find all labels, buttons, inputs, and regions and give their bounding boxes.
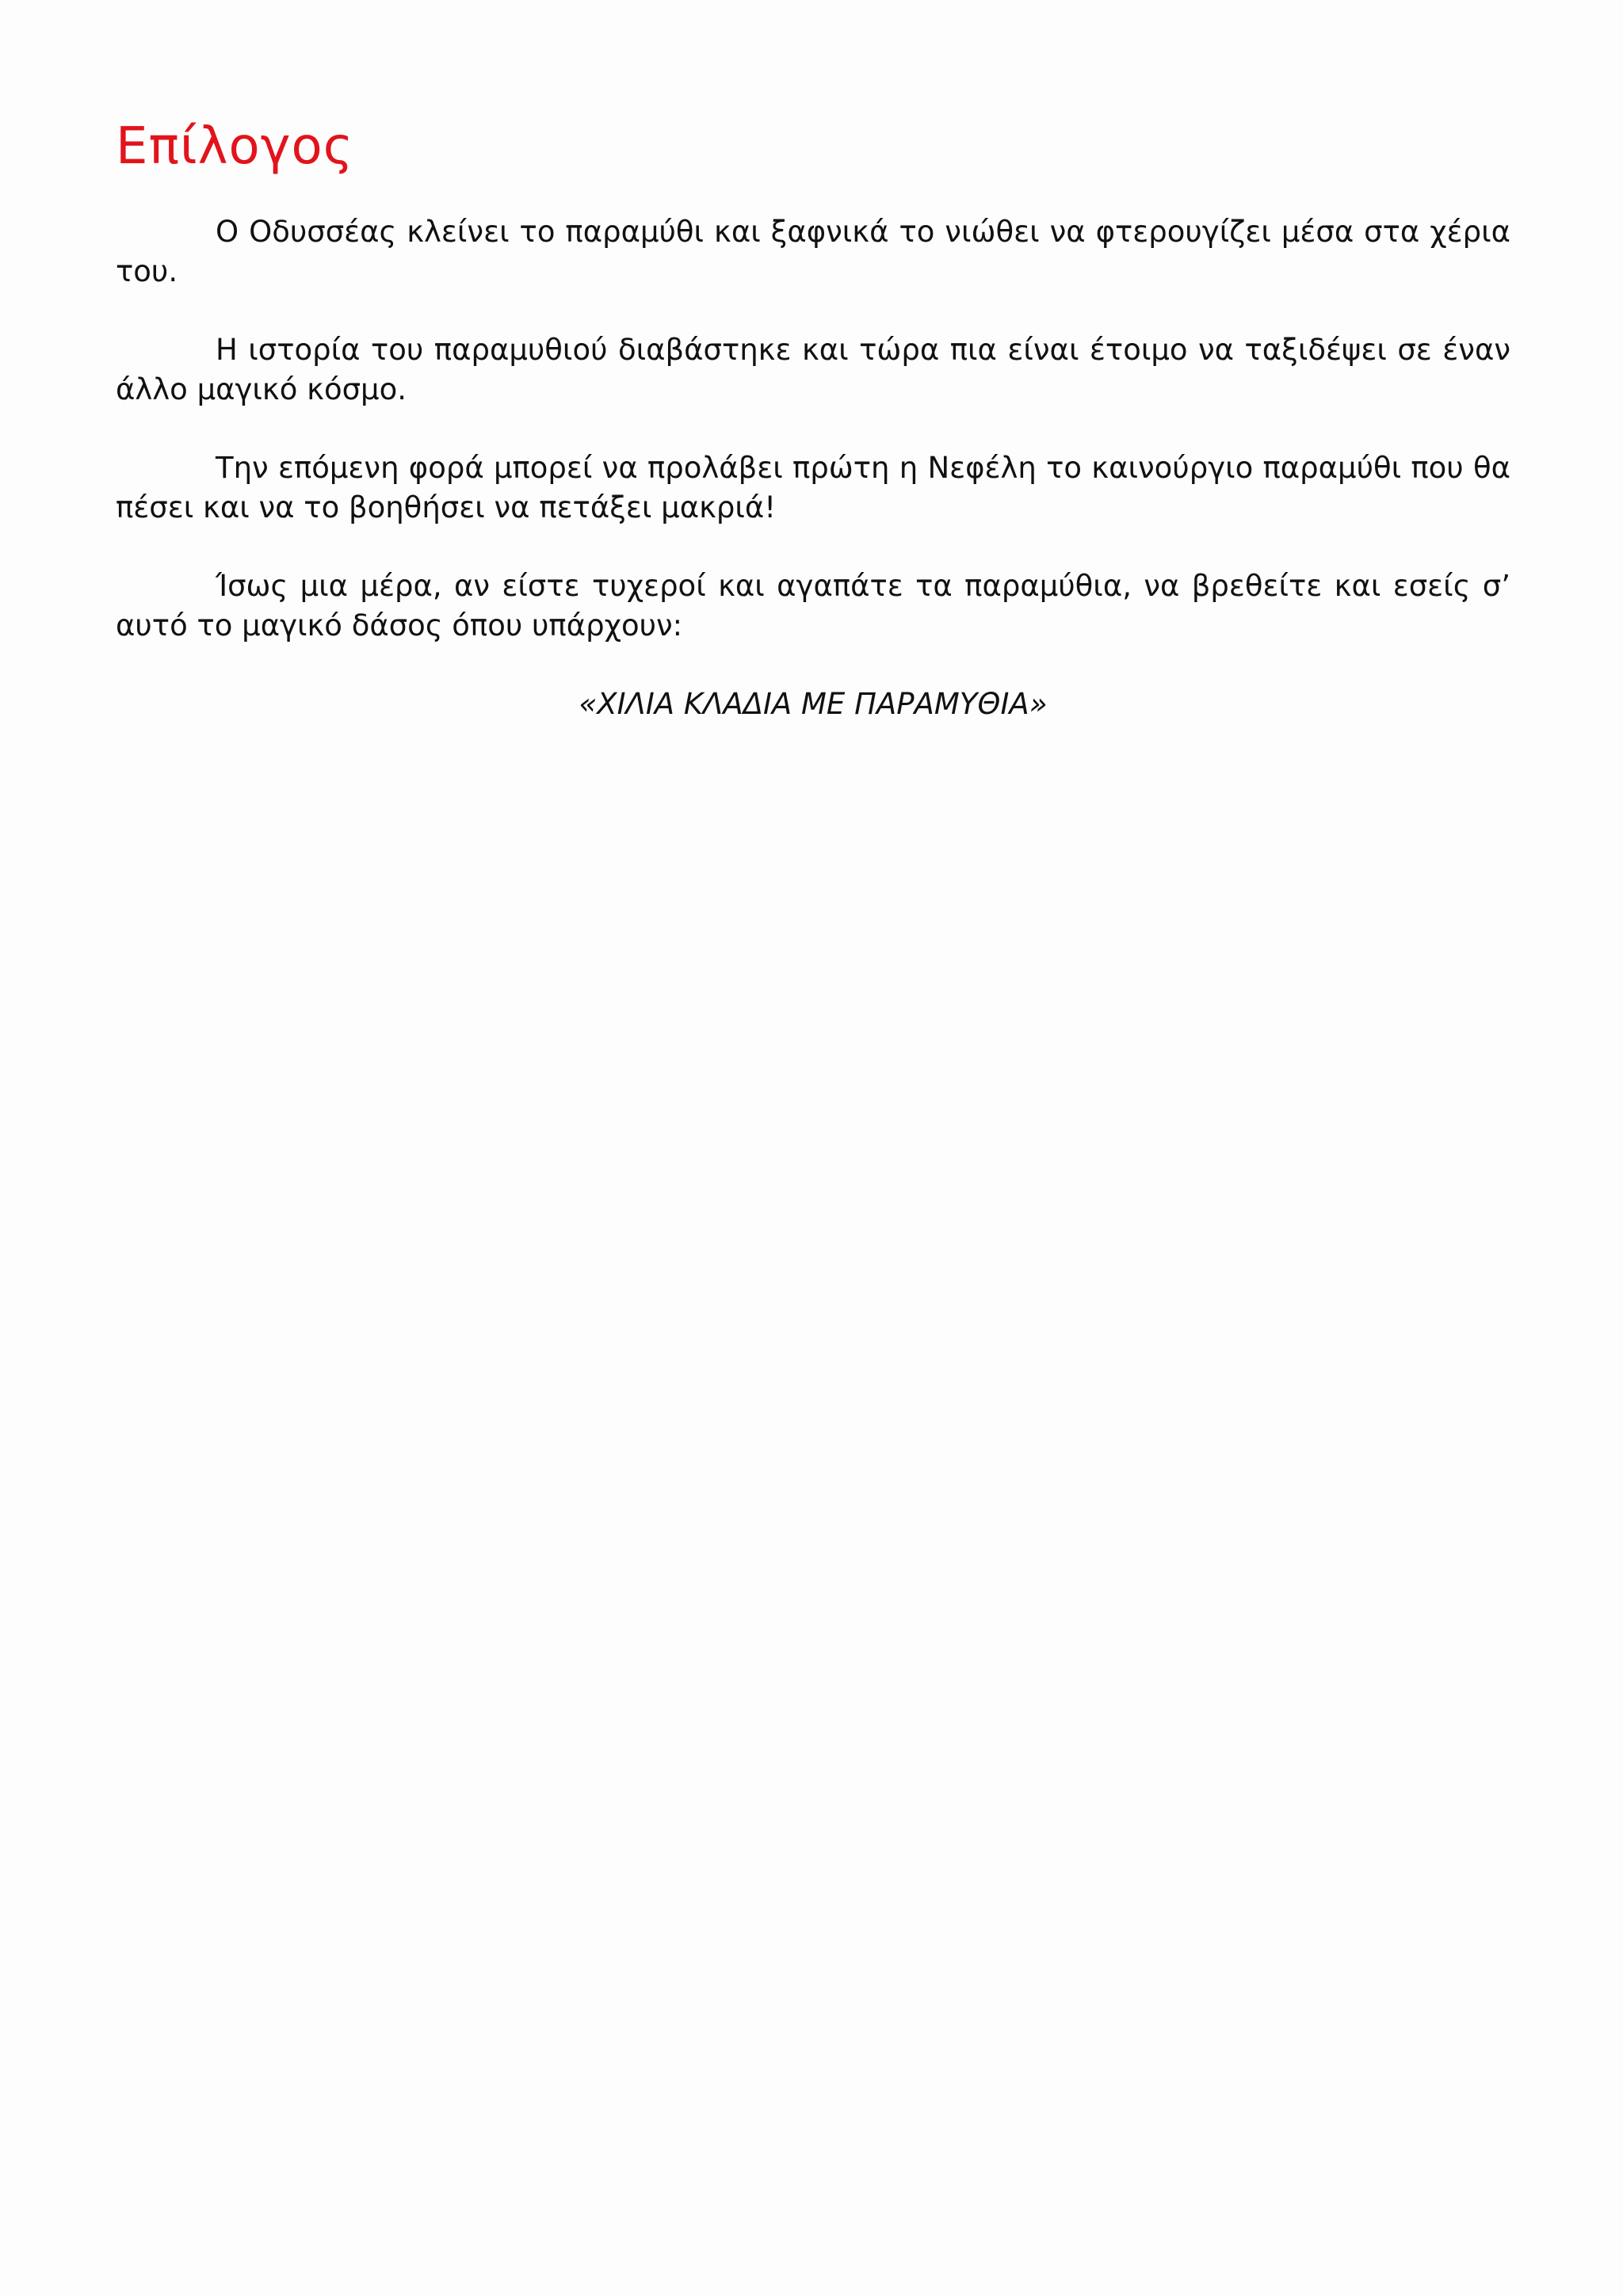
paragraph-1: Ο Οδυσσέας κλείνει το παραμύθι και ξαφνικά το νιώθει να φτερουγίζει μέσα στα χέρια του.: [116, 215, 1510, 288]
body-text: [116, 212, 1510, 724]
closing-title: «ΧΙΛΙΑ ΚΛΑΔΙΑ ΜΕ ΠΑΡΑΜΥΘΙΑ»: [579, 687, 1048, 721]
paragraph-4: Ίσως μια μέρα, αν είστε τυχεροί και αγαπάτε τα παραμύθια, να βρεθείτε και εσείς σ’ αυτό το μαγικό δάσος όπου υπάρχουν:: [116, 569, 1510, 643]
paragraph-3: Την επόμενη φορά μπορεί να προλάβει πρώτη η Νεφέλη το καινούργιο παραμύθι που θα πέσει και να το βοηθήσει να πετάξει μακριά!: [116, 451, 1510, 524]
page-title: Επίλογος: [116, 117, 354, 176]
paragraph-2: Η ιστορία του παραμυθιού διαβάστηκε και τώρα πια είναι έτοιμο να ταξιδέψει σε έναν άλλο μαγικό κόσμο.: [116, 333, 1510, 406]
